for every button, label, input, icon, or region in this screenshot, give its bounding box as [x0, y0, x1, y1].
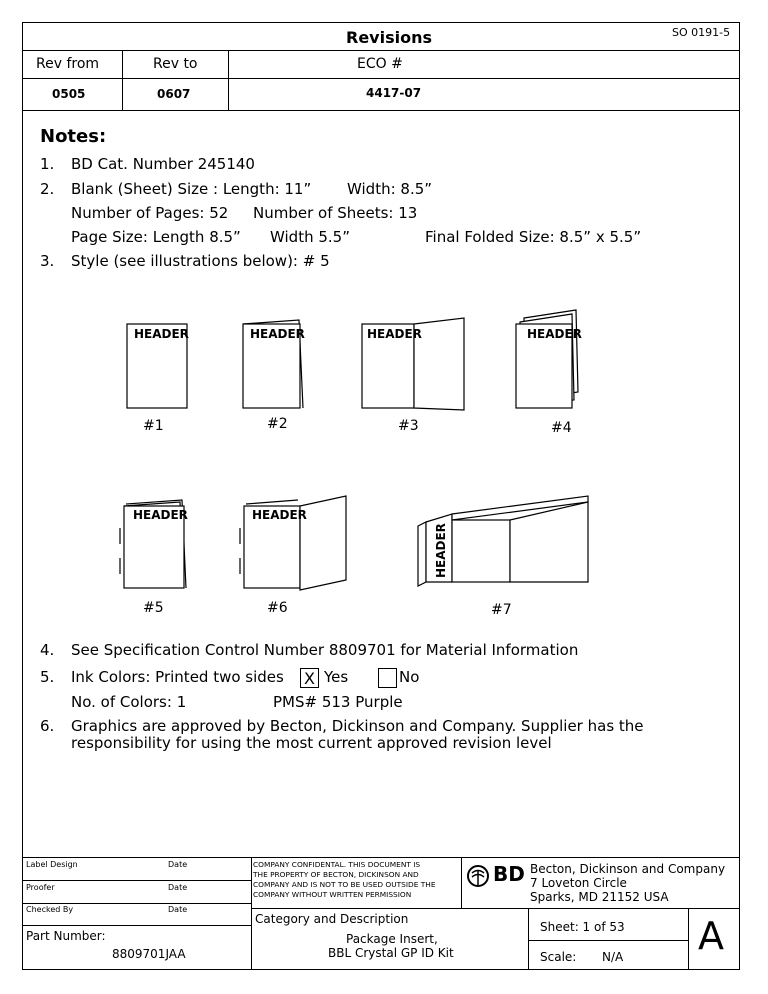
divider	[22, 903, 251, 904]
note-page-length: Page Size: Length 8.5”	[71, 228, 241, 246]
yes-checkbox: X	[300, 668, 319, 688]
notes-title: Notes:	[40, 126, 107, 147]
divider	[228, 50, 229, 110]
style-illustrations	[0, 300, 768, 630]
company-street: 7 Loveton Circle	[530, 876, 627, 890]
date-field: Date	[168, 883, 188, 892]
note-graphics-approval: Graphics are approved by Becton, Dickinson and Company. Supplier has the	[71, 717, 644, 735]
bd-logo-icon	[466, 864, 490, 888]
divider	[528, 908, 740, 909]
eco-header: ECO #	[357, 56, 403, 72]
illustration-header-text: HEADER	[252, 508, 307, 522]
part-number: 8809701JAA	[112, 947, 186, 961]
divider	[251, 857, 252, 970]
illustration-header-text: HEADER	[434, 523, 448, 578]
rev-from-value: 0505	[52, 87, 86, 101]
category-label: Category and Description	[255, 912, 409, 926]
style-label-3: #3	[398, 418, 419, 434]
divider	[22, 50, 740, 51]
no-checkbox	[378, 668, 397, 688]
date-field: Date	[168, 860, 188, 869]
bd-logo-text: BD	[493, 862, 525, 886]
note-sheets: Number of Sheets: 13	[253, 204, 418, 222]
booklet-style-7-right	[510, 502, 588, 582]
divider	[688, 908, 689, 970]
proofer-field: Proofer	[26, 883, 55, 892]
divider	[251, 908, 528, 909]
divider	[22, 857, 740, 858]
booklet-style-6-back	[246, 500, 298, 504]
no-label: No	[399, 668, 420, 686]
note-pms: PMS# 513 Purple	[273, 693, 403, 711]
divider	[528, 908, 529, 970]
booklet-style-7-spine	[418, 522, 426, 586]
divider	[22, 110, 740, 111]
sheet-number: Sheet: 1 of 53	[540, 920, 625, 934]
confidential-line: COMPANY CONFIDENTAL. THIS DOCUMENT IS	[253, 860, 421, 869]
company-name: Becton, Dickinson and Company	[530, 862, 726, 876]
eco-value: 4417-07	[366, 86, 422, 100]
note-blank-width: Width: 8.5”	[347, 180, 433, 198]
rev-to-value: 0607	[157, 87, 191, 101]
style-label-6: #6	[267, 600, 288, 616]
scale-value: N/A	[602, 950, 624, 964]
date-field: Date	[168, 905, 188, 914]
description-line: Package Insert,	[346, 932, 438, 946]
note-number: 1.	[40, 155, 55, 173]
illustration-header-text: HEADER	[250, 327, 305, 341]
note-page-width: Width 5.5”	[270, 228, 350, 246]
note-color-count: No. of Colors: 1	[71, 693, 187, 711]
note-revision-responsibility: responsibility for using the most current approved revision level	[71, 734, 552, 752]
scale-label: Scale:	[540, 950, 577, 964]
booklet-style-7-left	[452, 520, 510, 582]
note-spec-control: See Specification Control Number 8809701 for Material Information	[71, 641, 579, 659]
description-line: BBL Crystal GP ID Kit	[328, 946, 454, 960]
note-number: 4.	[40, 641, 55, 659]
note-blank-size: Blank (Sheet) Size : Length: 11”	[71, 180, 312, 198]
illustration-header-text: HEADER	[527, 327, 582, 341]
revisions-title: Revisions	[346, 28, 432, 47]
rev-to-header: Rev to	[153, 56, 198, 72]
confidential-line: COMPANY AND IS NOT TO BE USED OUTSIDE THE	[253, 880, 436, 889]
note-ink-colors: Ink Colors: Printed two sides	[71, 668, 284, 686]
note-pages: Number of Pages: 52	[71, 204, 229, 222]
label-design-field: Label Design	[26, 860, 78, 869]
divider	[461, 857, 462, 908]
divider	[122, 50, 123, 110]
divider	[22, 78, 740, 79]
note-number: 6.	[40, 717, 55, 735]
note-number: 2.	[40, 180, 55, 198]
divider	[22, 880, 251, 881]
divider	[22, 925, 251, 926]
illustration-header-text: HEADER	[133, 508, 188, 522]
rev-from-header: Rev from	[36, 56, 100, 72]
style-label-5: #5	[143, 600, 164, 616]
note-cat-number: BD Cat. Number 245140	[71, 155, 255, 173]
note-number: 3.	[40, 252, 55, 270]
style-label-4: #4	[551, 420, 572, 436]
company-city: Sparks, MD 21152 USA	[530, 890, 669, 904]
note-number: 5.	[40, 668, 55, 686]
confidential-line: COMPANY WITHOUT WRITTEN PERMISSION	[253, 890, 412, 899]
part-number-label: Part Number:	[26, 929, 106, 943]
illustration-header-text: HEADER	[134, 327, 189, 341]
divider	[528, 940, 688, 941]
style-label-1: #1	[143, 418, 164, 434]
checked-by-field: Checked By	[26, 905, 74, 914]
note-style: Style (see illustrations below): # 5	[71, 252, 330, 270]
document-code: SO 0191-5	[672, 26, 731, 39]
revision-letter: A	[698, 914, 724, 958]
confidential-line: THE PROPERTY OF BECTON, DICKINSON AND	[253, 870, 419, 879]
note-folded-size: Final Folded Size: 8.5” x 5.5”	[425, 228, 642, 246]
style-label-7: #7	[491, 602, 512, 618]
yes-label: Yes	[324, 668, 349, 686]
style-label-2: #2	[267, 416, 288, 432]
illustration-header-text: HEADER	[367, 327, 422, 341]
